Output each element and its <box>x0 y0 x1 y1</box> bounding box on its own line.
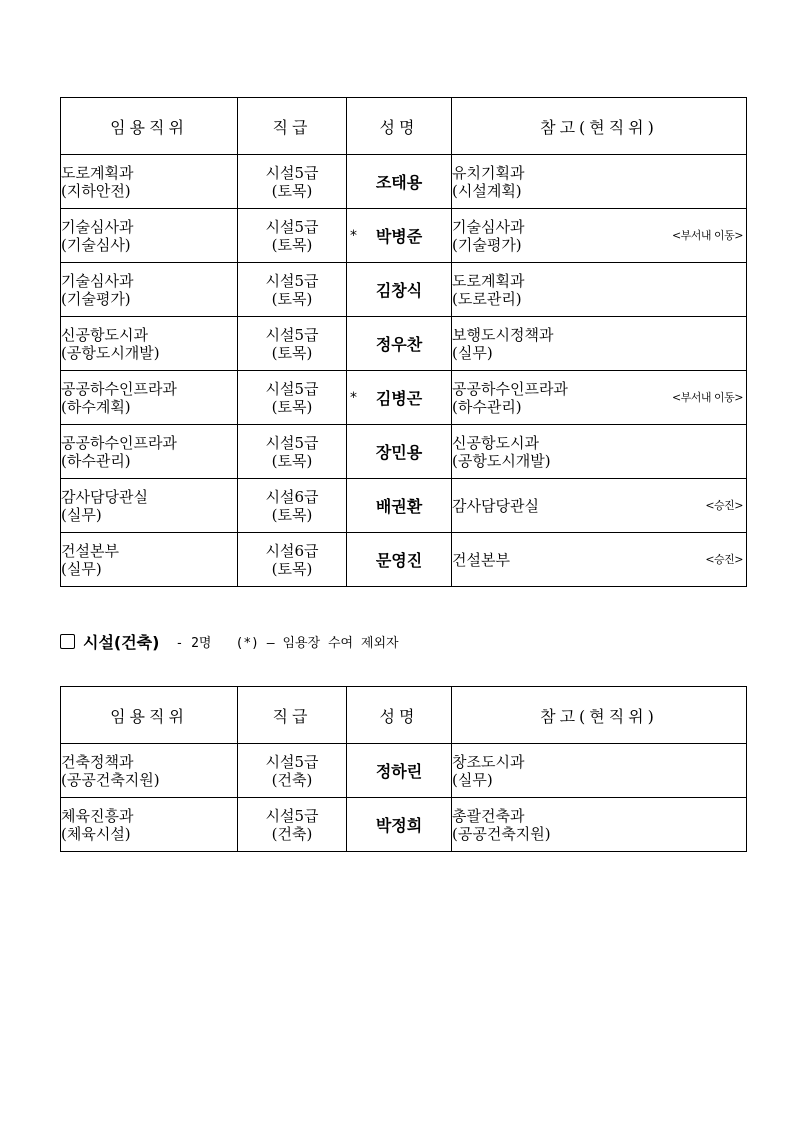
reference-duty: (시설계획) <box>452 181 522 200</box>
reference-dept: 보행도시정책과 <box>452 325 554 344</box>
cell-position <box>61 263 238 317</box>
position-dept: 건설본부 <box>61 541 119 560</box>
position-dept: 신공항도시과 <box>61 325 148 344</box>
cell-grade <box>238 479 347 533</box>
position-duty: (기술평가) <box>61 289 131 308</box>
cell-grade <box>238 533 347 587</box>
reference-dept: 창조도시과 <box>452 752 525 771</box>
position-duty: (지하안전) <box>61 181 131 200</box>
position-dept: 기술심사과 <box>61 271 134 290</box>
reference-note: <승진> <box>705 552 743 566</box>
reference-dept: 공공하수인프라과 <box>452 379 568 398</box>
table-header-row <box>61 98 747 155</box>
cell-name <box>347 533 452 587</box>
person-name: 배권환 <box>375 497 423 516</box>
section-legend: (*) – 임용장 수여 제외자 <box>235 635 399 651</box>
table-row <box>61 744 747 798</box>
reference-duty: (도로관리) <box>452 289 522 308</box>
reference-duty: (실무) <box>452 343 493 362</box>
cell-grade <box>238 209 347 263</box>
cell-reference <box>452 533 747 587</box>
reference-dept: 건설본부 <box>452 550 510 569</box>
header-name: 성명 <box>347 687 452 744</box>
position-dept: 체육진흥과 <box>61 806 134 825</box>
grade-series: (건축) <box>271 770 313 789</box>
header-position: 임용직위 <box>61 98 238 155</box>
reference-duty: (공공건축지원) <box>452 824 551 843</box>
cell-name <box>347 371 452 425</box>
table-row <box>61 798 747 852</box>
cell-grade <box>238 425 347 479</box>
grade-level: 시설5급 <box>265 806 319 825</box>
cell-name <box>347 263 452 317</box>
reference-duty: (기술평가) <box>452 235 522 254</box>
table-row <box>61 425 747 479</box>
person-name: 조태용 <box>375 173 423 192</box>
cell-position <box>61 425 238 479</box>
grade-level: 시설5급 <box>265 163 319 182</box>
grade-level: 시설5급 <box>265 379 319 398</box>
header-grade: 직급 <box>238 687 347 744</box>
person-name: 장민용 <box>375 443 423 462</box>
cell-grade <box>238 317 347 371</box>
exclusion-mark: * <box>350 227 357 244</box>
grade-level: 시설5급 <box>265 271 319 290</box>
reference-dept: 총괄건축과 <box>452 806 525 825</box>
grade-series: (건축) <box>271 824 313 843</box>
personnel-table-architecture <box>60 686 747 852</box>
cell-reference <box>452 798 747 852</box>
cell-reference <box>452 317 747 371</box>
table-row <box>61 371 747 425</box>
person-name: 김병곤 <box>375 389 423 408</box>
exclusion-mark: * <box>350 389 357 406</box>
person-name: 김창식 <box>375 281 423 300</box>
grade-series: (토목) <box>271 235 313 254</box>
reference-dept: 기술심사과 <box>452 217 525 236</box>
grade-series: (토목) <box>271 505 313 524</box>
position-duty: (기술심사) <box>61 235 131 254</box>
cell-name <box>347 209 452 263</box>
cell-position <box>61 155 238 209</box>
cell-name <box>347 425 452 479</box>
reference-duty: (하수관리) <box>452 397 522 416</box>
person-name: 문영진 <box>375 551 423 570</box>
grade-series: (토목) <box>271 343 313 362</box>
personnel-table-civil <box>60 97 747 587</box>
cell-reference <box>452 155 747 209</box>
reference-duty: (실무) <box>452 770 493 789</box>
position-duty: (체육시설) <box>61 824 131 843</box>
cell-position <box>61 317 238 371</box>
cell-reference <box>452 744 747 798</box>
person-name: 정하린 <box>375 762 423 781</box>
cell-reference <box>452 479 747 533</box>
cell-name <box>347 317 452 371</box>
section-title: 시설(건축) <box>83 632 160 652</box>
grade-level: 시설5급 <box>265 433 319 452</box>
position-dept: 건축정책과 <box>61 752 134 771</box>
cell-position <box>61 744 238 798</box>
position-duty: (실무) <box>61 559 102 578</box>
cell-grade <box>238 263 347 317</box>
cell-reference <box>452 209 747 263</box>
section-heading-architecture <box>60 630 399 652</box>
person-name: 정우찬 <box>375 335 423 354</box>
header-position: 임용직위 <box>61 687 238 744</box>
position-dept: 공공하수인프라과 <box>61 433 177 452</box>
cell-grade <box>238 155 347 209</box>
reference-dept: 유치기획과 <box>452 163 525 182</box>
reference-dept: 신공항도시과 <box>452 433 539 452</box>
cell-name <box>347 744 452 798</box>
table-body <box>61 744 747 852</box>
cell-position <box>61 209 238 263</box>
position-dept: 감사담당관실 <box>61 487 148 506</box>
section-count: - 2명 <box>175 635 212 651</box>
cell-position <box>61 533 238 587</box>
reference-duty: (공항도시개발) <box>452 451 551 470</box>
reference-dept: 도로계획과 <box>452 271 525 290</box>
reference-note: <부서내 이동> <box>671 390 743 404</box>
grade-series: (토목) <box>271 289 313 308</box>
cell-reference <box>452 425 747 479</box>
grade-level: 시설6급 <box>265 487 319 506</box>
table-header-row <box>61 687 747 744</box>
grade-level: 시설6급 <box>265 541 319 560</box>
reference-dept: 감사담당관실 <box>452 496 539 515</box>
cell-grade <box>238 371 347 425</box>
person-name: 박병준 <box>375 227 423 246</box>
position-duty: (실무) <box>61 505 102 524</box>
cell-position <box>61 479 238 533</box>
cell-reference <box>452 263 747 317</box>
header-name: 성명 <box>347 98 452 155</box>
table-body <box>61 155 747 587</box>
table-row <box>61 533 747 587</box>
cell-name <box>347 479 452 533</box>
position-dept: 공공하수인프라과 <box>61 379 177 398</box>
person-name: 박정희 <box>375 816 423 835</box>
reference-note: <부서내 이동> <box>671 228 743 242</box>
cell-grade <box>238 798 347 852</box>
cell-reference <box>452 371 747 425</box>
header-grade: 직급 <box>238 98 347 155</box>
position-duty: (하수관리) <box>61 451 131 470</box>
grade-series: (토목) <box>271 559 313 578</box>
table-row <box>61 317 747 371</box>
grade-level: 시설5급 <box>265 752 319 771</box>
reference-note: <승진> <box>705 498 743 512</box>
grade-level: 시설5급 <box>265 325 319 344</box>
grade-series: (토목) <box>271 397 313 416</box>
grade-series: (토목) <box>271 181 313 200</box>
header-reference: 참고(현직위) <box>452 687 747 744</box>
cell-name <box>347 155 452 209</box>
position-dept: 기술심사과 <box>61 217 134 236</box>
cell-position <box>61 371 238 425</box>
cell-position <box>61 798 238 852</box>
table-row <box>61 155 747 209</box>
cell-name <box>347 798 452 852</box>
header-reference: 참고(현직위) <box>452 98 747 155</box>
grade-series: (토목) <box>271 451 313 470</box>
position-dept: 도로계획과 <box>61 163 134 182</box>
square-bullet-icon <box>60 634 75 649</box>
table-row <box>61 209 747 263</box>
position-duty: (하수계획) <box>61 397 131 416</box>
position-duty: (공공건축지원) <box>61 770 160 789</box>
grade-level: 시설5급 <box>265 217 319 236</box>
table-row <box>61 263 747 317</box>
cell-grade <box>238 744 347 798</box>
table-row <box>61 479 747 533</box>
position-duty: (공항도시개발) <box>61 343 160 362</box>
